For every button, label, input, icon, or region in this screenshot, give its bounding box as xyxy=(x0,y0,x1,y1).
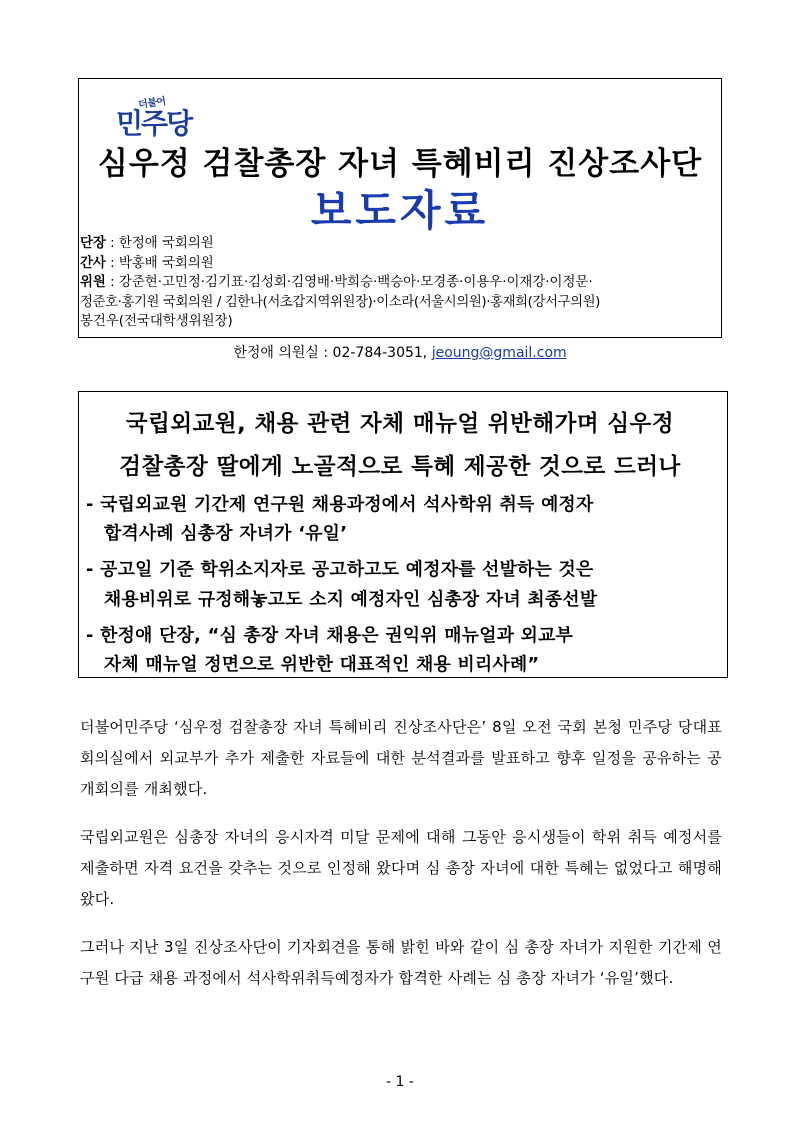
committee-row xyxy=(80,273,720,293)
body-paragraph-1: 더불어민주당 ‘심우정 검찰총장 자녀 특혜비리 진상조사단은’ 8일 오전 국회 본청 민주당 당대표 회의실에서 외교부가 추가 제출한 자료들에 대한 분석결과를 발표하고 향후 일정을 공유하는 공개회의를 개최했다. xyxy=(80,718,722,798)
committee-label: 위원 xyxy=(80,275,106,291)
task-force-title: 심우정 검찰총장 자녀 특혜비리 진상조사단 xyxy=(97,146,703,182)
body-paragraph-2: 국립외교원은 심총장 자녀의 응시자격 미달 문제에 대해 그동안 응시생들이 학위 취득 예정서를 제출하면 자격 요건을 갖추는 것으로 인정해 왔다며 심 총장 자녀에 대한 특혜는 없었다고 해명해왔다. xyxy=(80,828,722,908)
logo-main-text: 민주당 xyxy=(116,107,192,140)
bullet-3: - 한정애 단장, “심 총장 자녀 채용은 권익위 매뉴얼과 외교부 xyxy=(86,625,574,646)
leader-row xyxy=(80,234,720,254)
bullet-1-cont: 합격사례 심총장 자녀가 ‘유일’ xyxy=(104,523,348,544)
headline-line-2: 검찰총장 딸에게 노골적으로 특혜 제공한 것으로 드러나 xyxy=(119,454,681,480)
secretary-row xyxy=(80,254,720,274)
bullet-3-cont: 자체 매뉴얼 정면으로 위반한 대표적인 채용 비리사례” xyxy=(104,654,540,675)
body-paragraph-3: 그러나 지난 3일 진상조사단이 기자회견을 통해 밝힌 바와 같이 심 총장 자녀가 지원한 기간제 연구원 다급 채용 과정에서 석사학위취득예정자가 합격한 사례는 심 총장 자녀가 ‘유일’했다. xyxy=(80,938,722,987)
member-list xyxy=(80,234,720,332)
logo-small-text: 더불어 xyxy=(137,96,167,111)
secretary-value: : 박홍배 국회의원 xyxy=(105,255,214,271)
bullet-2-cont: 채용비위로 규정해놓고도 소지 예정자인 심총장 자녀 최종선발 xyxy=(104,589,598,610)
bullet-2: - 공고일 기준 학위소지자로 공고하고도 예정자를 선발하는 것은 xyxy=(86,559,594,580)
contact-label: 한정애 의원실 : 02-784-3051, xyxy=(233,345,432,361)
contact-email-link[interactable]: jeoung@gmail.com xyxy=(431,345,567,361)
party-logo xyxy=(116,94,216,138)
page-number: - 1 - xyxy=(386,1074,414,1090)
committee-line-1: : 강준현·고민정·김기표·김성회·김영배·박희승·백승아·모경종·이용우·이재강·이정문· xyxy=(105,275,593,291)
committee-line-2: 정준호·홍기원 국회의원 / 김한나(서초갑지역위원장)·이소라(서울시의원)·홍재희(강서구의원) xyxy=(80,294,601,310)
contact-line xyxy=(0,342,800,362)
committee-line-3: 봉건우(전국대학생위원장) xyxy=(80,314,233,330)
bullet-1: - 국립외교원 기간제 연구원 채용과정에서 석사학위 취득 예정자 xyxy=(86,494,594,515)
press-release-title: 보도자료 xyxy=(310,186,490,235)
secretary-label: 간사 xyxy=(80,255,106,271)
leader-label: 단장 xyxy=(80,236,106,251)
headline-line-1: 국립외교원, 채용 관련 자체 매뉴얼 위반해가며 심우정 xyxy=(125,411,675,437)
leader-value: : 한정애 국회의원 xyxy=(105,236,214,251)
